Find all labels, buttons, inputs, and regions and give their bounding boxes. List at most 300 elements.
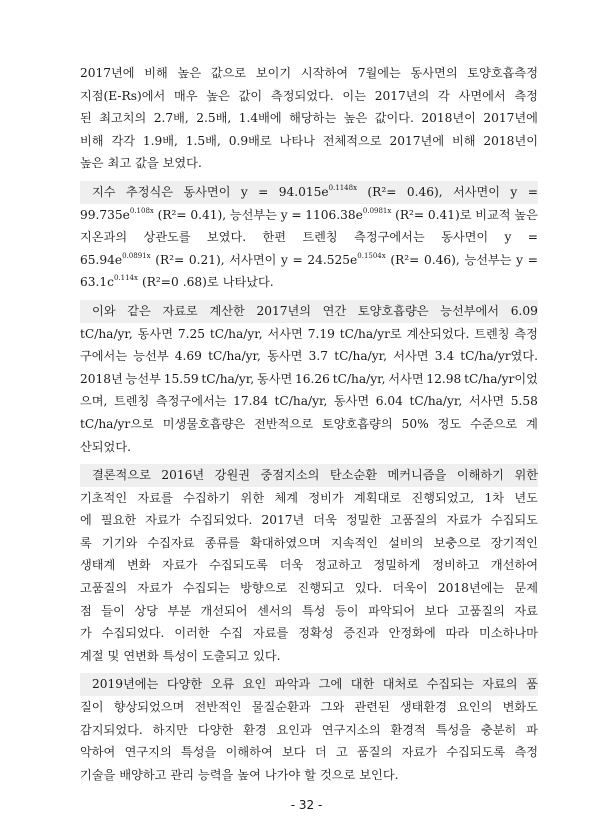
word: 트렌칭 [113,394,150,409]
word: 고 [335,745,348,760]
word: 가 [80,626,92,641]
word: 대처로 [382,677,419,692]
word: 에 [80,513,92,528]
word: 파악과 [274,677,311,692]
word: 기기와 [101,535,138,550]
text-line [80,577,538,600]
word: 서사면이 [452,184,501,199]
word: 개선하여 [490,558,538,573]
word: = [527,184,538,199]
word: 비해 [80,133,104,148]
word: 할 [304,767,316,782]
word: 서사면 [393,349,429,364]
word: 자료가 [137,581,173,596]
word: 위한 [240,490,265,505]
word: y [510,184,518,199]
word: 따라 [445,626,470,641]
word: 파 [526,722,538,737]
word: 측정구에서는 [354,230,425,245]
text-line [80,226,538,249]
text-line [80,85,538,108]
word: 트렌칭 [474,326,510,341]
word: 해당하는 [289,111,337,126]
word: 동사면이 [183,184,231,199]
word: 센서의 [257,603,293,618]
word: 수준으로 [470,416,518,431]
word: 연변화 [123,648,159,663]
word: 같은 [127,303,151,318]
word: 동사면이 [441,230,489,245]
word: 서사면 [388,371,424,386]
word: 된 [80,111,92,126]
word: 오류 [210,677,235,692]
word: tC/ha/yr로 [339,326,402,341]
word: = [527,252,538,267]
word: 수집되도 [490,513,538,528]
word: 설비의 [388,535,424,550]
paragraph-2 [80,181,538,294]
word: 한편 [262,230,287,245]
word: 매우 [174,88,198,103]
word: 요인과 [276,722,312,737]
word: 계산한 [209,303,245,318]
text-line [80,622,538,645]
word: 능력을 [197,767,234,782]
text-line [80,645,538,668]
word: 15.59 [163,371,199,386]
text-line [80,696,538,719]
word: 각 [438,88,450,103]
word: 자료가 [401,745,437,760]
paragraph-1 [80,62,538,175]
word: 동사면 [267,349,303,364]
word: $99.735e^{0.108x}$ [80,206,154,222]
word: $1106.38e^{0.0981x}$ [305,206,392,222]
word: 수집되었다. [101,626,165,641]
word: 정교하고 [314,558,362,573]
word: .68)로 [182,275,219,290]
text-line [80,487,538,510]
word: 토양호흡측정 [467,66,538,80]
text-line [80,719,538,742]
word: 계 [526,416,538,431]
word: 종류를 [204,535,240,550]
word: y [516,252,524,267]
word: 1.9배, [142,133,178,148]
word: 높은 [343,111,368,126]
word: 산되었다. [80,439,131,454]
word: tC/ha/yr, [334,349,387,364]
word: 나가야 [264,767,301,782]
word: 2.7배, [153,111,189,126]
word: tC/ha/yr, [208,349,261,364]
word: 연간 [322,303,347,318]
word: 계산되었다. [406,326,470,341]
word: 기초적인 [80,490,128,505]
word: 동사면 [256,371,293,386]
word: 있다. [354,581,383,596]
word: 점 [80,603,92,618]
page-number: - 32 - [290,798,323,812]
text-line [80,130,538,153]
word: 자료로 [162,303,198,318]
word: 록 [80,535,92,550]
word: 보충으로 [433,535,481,550]
word: 17.84 [233,394,268,409]
word: 동사면의 [410,66,458,80]
word: 품 [526,677,538,692]
word: 수집하기 [183,490,231,505]
word: 파악되어 [368,603,416,618]
word: 2016년 [161,468,205,483]
word: 생태계 [80,558,116,573]
word: 자료가 [446,513,482,528]
word: 문제 [514,581,538,596]
word: (R²= [157,207,187,222]
word: = [291,207,302,222]
word: 각각 [111,133,135,148]
word: 값이 [238,88,263,103]
word: 지수 [92,184,116,199]
word: 진행되었고, [411,490,475,505]
text-line [80,152,538,175]
word: 비교적 [475,207,511,222]
text-line [80,764,538,787]
word: 도출되고 [201,648,250,663]
word: 12.98 [426,371,462,386]
word: 이는 [342,88,366,103]
word: 2018년 [80,371,123,386]
text-line [80,509,538,532]
word: 이해하여 [225,745,273,760]
word: 고품질의 [80,581,128,596]
word: y [504,230,512,245]
word: 상당 [134,603,158,618]
word: 동사면 [137,326,173,341]
word: 토양호흡량의 [321,416,393,431]
word: y [281,252,288,267]
word: 이러한 [174,626,210,641]
word: 7.25 [177,326,205,341]
word: 부분 [167,603,191,618]
word: 보다 [282,745,306,760]
word: 서사면 [267,326,303,341]
word: 고품질의 [457,603,505,618]
word: 이와 [92,303,116,318]
word: 충분히 [480,722,517,737]
word: 50% [401,416,429,431]
word: 높은 [80,156,104,171]
word: 2018년에는 [437,581,505,596]
word: 필요한 [100,513,137,528]
word: 결론적으로 [92,468,151,483]
word: 자료를 [252,626,289,641]
text-line [80,532,538,555]
word: 수집 [219,626,244,641]
word: 3.7 [308,349,329,364]
word: 강원권 [214,468,250,483]
word: 개선되어 [200,603,248,618]
word: 장기적인 [490,535,538,550]
word: $63.1c^{0.114x}$ [80,274,138,290]
word: 높은 [206,88,230,103]
text-line [80,436,538,459]
paragraph-3 [80,300,538,458]
text-line [80,600,538,623]
word: 관리 [170,767,194,782]
word: 수집자료 [147,535,195,550]
word: 미생물호흡량은 [162,416,246,431]
word: 2017년 [261,513,305,528]
word: $24.525e^{0.1504x}$ [307,251,386,267]
word: 4.69 [174,349,202,364]
word: tC/ha/yr, [332,371,386,386]
word: 요인의 [457,700,493,715]
word: 상관도를 [143,230,191,245]
word: 수집되도록 [446,745,506,760]
word: 0.21), [188,252,225,267]
word: $65.94e^{0.0891x}$ [80,251,151,267]
word: 으며, [80,394,108,409]
word: 0.41), [190,207,227,222]
word: 6.04 [375,394,403,409]
word: 3.4 [434,349,455,364]
word: 7.19 [307,326,335,341]
word: 안정화에 [388,626,436,641]
word: 연구지의 [124,745,172,760]
word: 0.46), [406,184,443,199]
word: tC/ha/yr, [80,326,133,341]
word: 보다 [424,603,449,618]
text-line [80,390,538,413]
word: 정확성 [298,626,334,641]
word: 0.41)로 [427,207,472,222]
word: 나타났다. [222,275,274,290]
text-line [80,345,538,368]
text-line [80,413,538,436]
word: 사면에서 [458,88,506,103]
word: 환경적 [390,722,426,737]
text-line [80,741,538,764]
word: 2017년에 [389,133,445,148]
word: 능선부는 [464,252,512,267]
word: 수집되는 [182,581,230,596]
word: 지속적인 [330,535,378,550]
word: 2017년에 [80,66,135,80]
word: 하지만 [152,722,188,737]
word: 중점지소의 [260,468,320,483]
word: 계획대로 [354,490,402,505]
word: (R²= [367,184,397,199]
word: 토양호흡량은 [357,303,429,318]
word: 보인다. [359,767,399,782]
word: (R²= [390,252,420,267]
word: 자료가 [145,513,181,528]
word: y [240,184,248,199]
paragraph-4 [80,464,538,667]
word: 정비가 [308,490,344,505]
word: 서사면이 [229,252,277,267]
word: 트렌칭 [302,230,338,245]
word: 감지되었다. [80,722,143,737]
word: = [258,184,269,199]
word: 정비하고 [432,558,480,573]
word: 향상되었으며 [113,700,185,715]
word: 자료의 [482,677,518,692]
word: tC/ha/yr, [201,371,255,386]
word: 물질순환과 [251,700,311,715]
word: 전체적으로 [322,133,382,148]
word: 변화 [126,558,151,573]
word: 시작하여 [300,66,348,80]
word: 비해 [451,133,476,148]
word: 더욱 [279,558,304,573]
word: 추정식은 [125,184,174,199]
word: $94.015e^{0.1148x}$ [278,183,358,199]
word: 측정되었다. [270,88,334,103]
word: 관련된 [354,700,390,715]
paragraph-5 [80,673,538,786]
word: 0.46), [424,252,460,267]
word: 특성 [301,603,326,618]
word: 등이 [335,603,359,618]
word: 연구지소의 [321,722,381,737]
word: 최고치의 [99,111,147,126]
word: 수집되었다. [189,513,253,528]
word: 자료 [514,603,538,618]
text-line [80,62,538,85]
word: 2.5배, [196,111,232,126]
word: 환경 [243,722,267,737]
word: 다양한 [166,677,203,692]
word: tC/ha/yr, [274,394,328,409]
word: 방향으로 [240,581,288,596]
word: 지점(E-Rs)에서 [80,88,166,103]
word: 2019년에는 [92,677,159,692]
text-line [80,554,538,577]
word: 미소하나마 [479,626,538,641]
word: 증진과 [343,626,379,641]
word: 값을 [135,156,159,171]
word: 품질의 [357,745,393,760]
word: 구에서는 [80,349,128,364]
word: 정도 [437,416,462,431]
word: 능선부 [125,371,161,386]
word: 2018년이 [421,111,476,126]
word: 5.58 [510,394,538,409]
word: 능선부는 [229,207,277,222]
word: 더욱이 [392,581,428,596]
word: y [280,207,288,222]
word: 높여 [237,767,261,782]
word: 다양한 [197,722,234,737]
word: 진행되고 [297,581,345,596]
word: 1차 [484,490,505,505]
word: 측정구에서는 [155,394,227,409]
word: 측정 [514,88,538,103]
word: 들이 [101,603,125,618]
word: 능선부에서 [440,303,500,318]
word: 지온과의 [80,230,128,245]
word: 대한 [350,677,375,692]
word: 보였다. [162,156,202,171]
word: 나타나 [279,133,315,148]
word: 보이기 [255,66,292,80]
word: 0.9배로 [228,133,272,148]
word: 높은 [177,66,202,80]
word: 정밀한 [345,513,382,528]
word: 전반적인 [194,700,242,715]
word: 변화도 [502,700,538,715]
word: 서사면 [468,394,505,409]
word: 및 [107,648,120,663]
word: 기술을 [80,767,116,782]
word: 특성이 [162,648,198,663]
word: tC/ha/yr였다. [460,349,538,364]
word: 특성을 [435,722,472,737]
word: tC/ha/yr이었 [464,371,538,386]
word: 1.5배, [185,133,221,148]
text-line [80,107,538,130]
word: 위한 [514,468,538,483]
word: 측정 [514,745,538,760]
word: 배양하고 [119,767,167,782]
equation-line [80,271,538,294]
word: 동사면 [333,394,370,409]
word: 전반적으로 [254,416,314,431]
word: 그와 [320,700,345,715]
equation-line [80,249,538,272]
word: 더 [314,745,327,760]
word: 2017년의 [374,88,430,103]
word: 요인 [242,677,267,692]
word: 높은 [514,207,538,222]
equation-line [80,181,538,204]
text-line [80,673,538,696]
word: 확대하였으며 [250,535,321,550]
word: 년도 [514,490,538,505]
word: 보였다. [206,230,247,245]
word: 1.4배에 [238,111,282,126]
text-line [80,368,538,391]
equation-line [80,204,538,227]
word: tC/ha/yr, [209,326,263,341]
word: 수집되는 [426,677,474,692]
word: 수집되도록 [209,558,268,573]
word: 2017년에 [483,111,538,126]
word: tC/ha/yr, [409,394,463,409]
text-line [80,300,538,323]
word: 자료가 [162,558,198,573]
document-body [80,62,538,786]
text-line [80,323,538,346]
word: 2018년이 [483,133,538,148]
word: 비해 [144,66,168,80]
word: 2017년의 [256,303,311,318]
text-line [80,464,538,487]
word: 7월에는 [357,66,401,80]
word: 생태환경 [399,700,447,715]
word: 특성을 [181,745,217,760]
word: 질이 [80,700,104,715]
word: 값이다. [374,111,414,126]
word: 이해하기 [456,468,504,483]
word: 악하여 [80,745,116,760]
word: 그에 [318,677,343,692]
word: 능선부 [133,349,169,364]
word: 6.09 [510,303,538,318]
word: 정밀하게 [373,558,421,573]
